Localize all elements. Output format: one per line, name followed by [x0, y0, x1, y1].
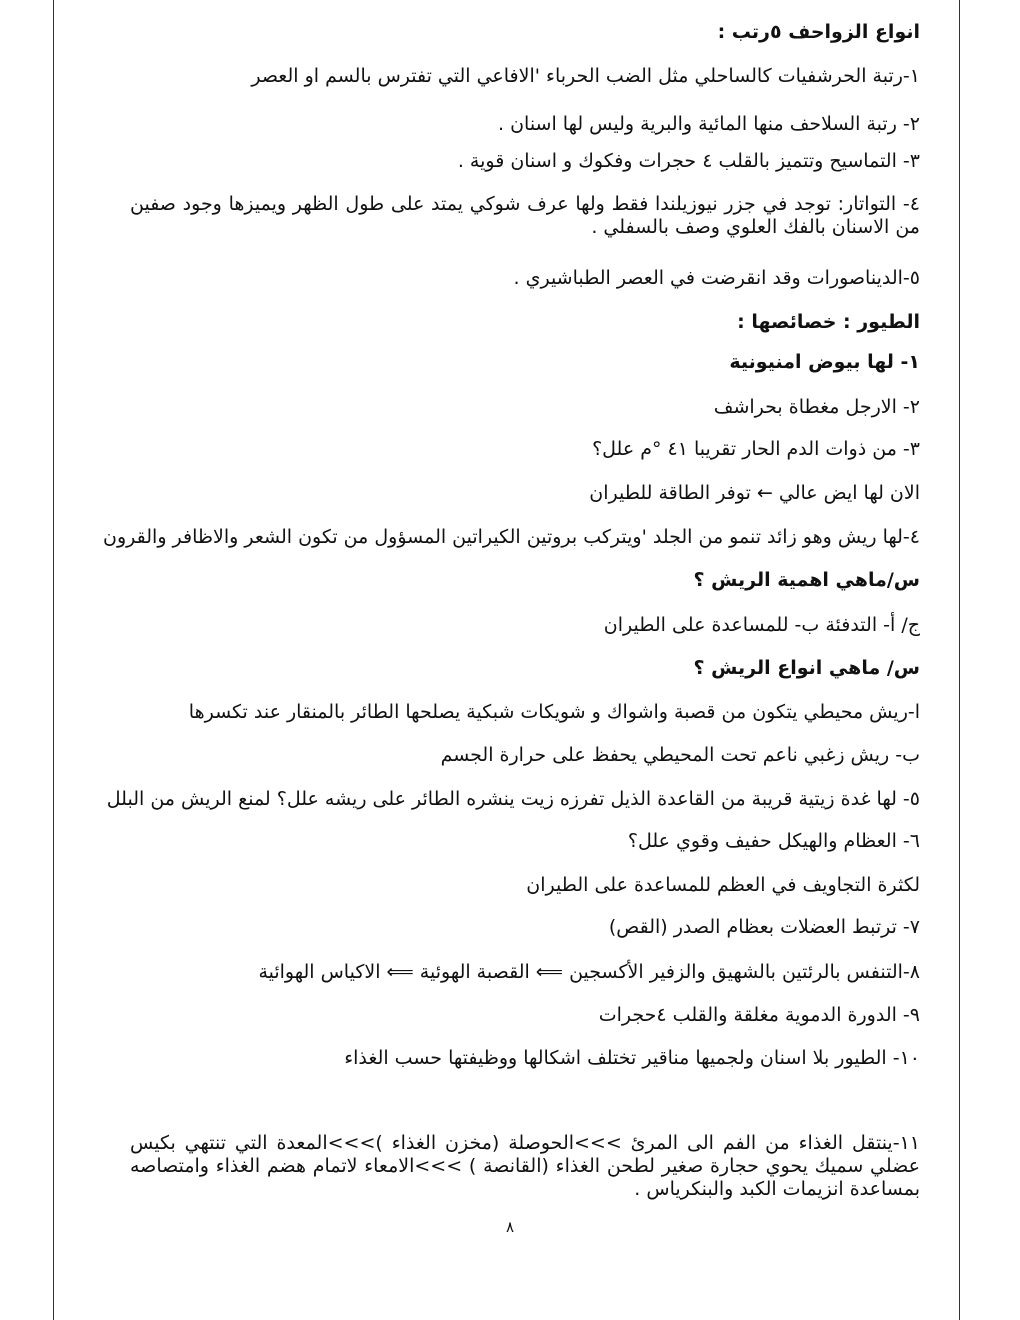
text-line: ٩- الدورة الدموية مغلقة والقلب ٤حجرات: [598, 1004, 920, 1026]
question-feather-importance: س/ماهي اهمية الريش ؟: [693, 569, 920, 591]
text-line: ٧- ترتبط العضلات بعظام الصدر (القص): [608, 916, 920, 938]
text-line: ا-ريش محيطي يتكون من قصبة واشواك و شويكات شبكية يصلحها الطائر بالمنقار عند تكسرها: [188, 701, 920, 723]
page-number: ٨: [505, 1218, 515, 1236]
heading-birds-features: الطيور : خصائصها :: [737, 311, 920, 333]
text-line: ب- ريش زغبي ناعم تحت المحيطي يحفظ على حرارة الجسم: [440, 744, 920, 766]
text-line: الان لها ايض عالي ← توفر الطاقة للطيران: [589, 482, 920, 504]
text-line: ١- لها بيوض امنيونية: [729, 351, 920, 373]
text-line: لكثرة التجاويف في العظم للمساعدة على الطيران: [526, 874, 920, 896]
question-feather-types: س/ ماهي انواع الريش ؟: [693, 657, 920, 679]
text-paragraph: ١١-ينتقل الغذاء من الفم الى المرئ >>>الحوصلة (مخزن الغذاء )>>>المعدة التي تنتهي بكيس عضلي سميك يحوي حجارة صغير لطحن الغذاء (القانصة ) >>>الامعاء لاتمام هضم الغذاء وامتصاصه بمساعدة انزيمات الكبد والبنكرياس .: [130, 1132, 920, 1200]
text-line: ١-رتبة الحرشفيات كالساحلي مثل الضب الحرباء 'الافاعي التي تفترس بالسم او العصر: [251, 65, 920, 87]
text-line: ٤-لها ريش وهو زائد تنمو من الجلد 'ويتركب بروتين الكيراتين المسؤول من تكون الشعر والاظافر والقرون: [103, 526, 920, 548]
text-line: ٣- من ذوات الدم الحار تقريبا ٤١ °م علل؟: [592, 438, 920, 460]
text-line: ٥- لها غدة زيتية قريبة من القاعدة الذيل تفرزه زيت ينشره الطائر على ريشه علل؟ لمنع الريش من البلل: [106, 788, 920, 810]
text-line: ٨-التنفس بالرئتين بالشهيق والزفير الأكسجين ⟸ القصبة الهوئية ⟸ الاكياس الهوائية: [258, 961, 920, 983]
text-line: ٣- التماسيح وتتميز بالقلب ٤ حجرات وفكوك و اسنان قوية .: [457, 150, 920, 172]
text-line: ٢- رتبة السلاحف منها المائية والبرية وليس لها اسنان .: [498, 113, 920, 135]
text-paragraph: ٤- التواتار: توجد في جزر نيوزيلندا فقط ولها عرف شوكي يمتد على طول الظهر ويميزها وجود صفين من الاسنان بالفك العلوي وصف بالسفلي .: [130, 193, 920, 238]
text-line: ٢- الارجل مغطاة بحراشف: [713, 396, 920, 418]
text-line: ١٠- الطيور بلا اسنان ولجميها مناقير تختلف اشكالها ووظيفتها حسب الغذاء: [344, 1047, 920, 1069]
text-line: ٥-الديناصورات وقد انقرضت في العصر الطباشيري .: [513, 267, 920, 289]
heading-reptile-orders: انواع الزواحف ٥رتب :: [717, 21, 920, 43]
text-line: ٦- العظام والهيكل حفيف وقوي علل؟: [627, 830, 920, 852]
answer-line: ج/ أ- التدفئة ب- للمساعدة على الطيران: [603, 614, 920, 636]
